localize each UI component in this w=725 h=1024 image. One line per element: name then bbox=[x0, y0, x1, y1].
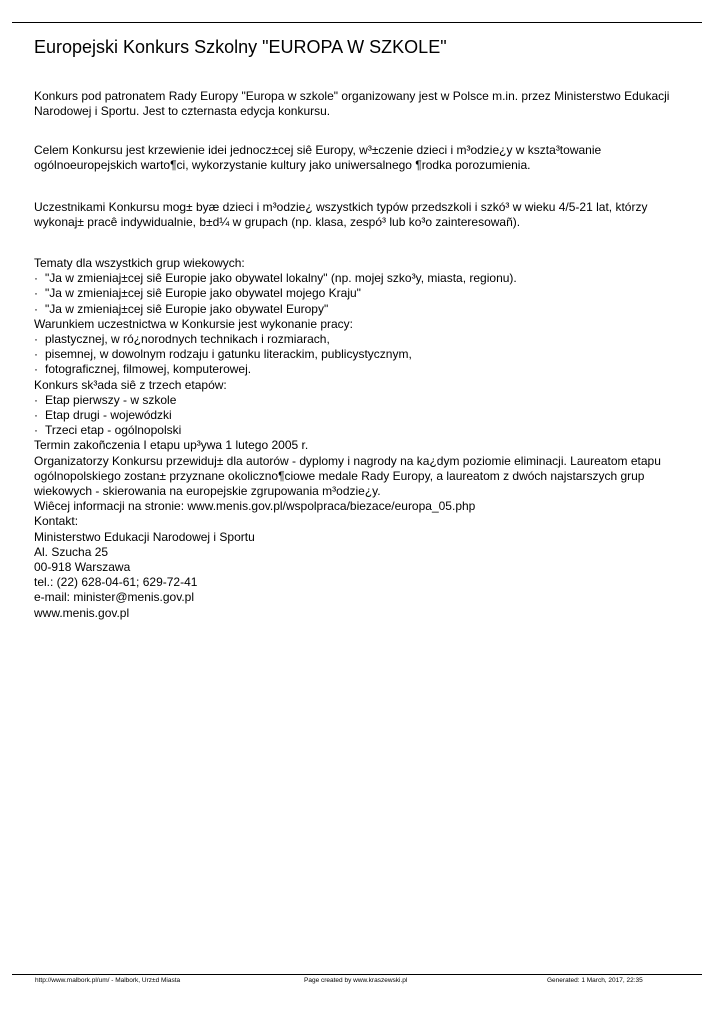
themes-heading: Tematy dla wszystkich grup wiekowych: bbox=[34, 256, 245, 270]
stage-item: · Etap pierwszy - w szkole bbox=[34, 392, 177, 407]
contact-organization: Ministerstwo Edukacji Narodowej i Sportu bbox=[34, 529, 255, 544]
page-title: Europejski Konkurs Szkolny "EUROPA W SZKOLE" bbox=[34, 37, 447, 57]
contact-email[interactable]: e-mail: minister@menis.gov.pl bbox=[34, 590, 195, 605]
bullet-icon: · bbox=[34, 271, 38, 286]
contact-phone: tel.: (22) 628-04-61; 629-72-41 bbox=[34, 575, 198, 590]
footer-source-url: http://www.malbork.pl/um/ - Malbork, Urz±d Miasta bbox=[35, 977, 181, 984]
bullet-icon: · bbox=[34, 362, 38, 377]
participants-paragraph: Uczestnikami Konkursu mog± byæ dzieci i m³odzie¿ wszystkich typów przedszkoli i szkó³ w wieku 4/5-21 lat, którzy wykonaj± pracê indywidualnie, b±d¼ w grupach (np. klasa, zespó³ lub ko³o zainteresowañ). bbox=[34, 200, 648, 229]
theme-item: · "Ja w zmieniaj±cej siê Europie jako obywatel lokalny" (np. mojej szko³y, miasta, regionu). bbox=[34, 271, 517, 286]
stage-item: · Trzeci etap - ogólnopolski bbox=[34, 423, 182, 438]
condition-item: · fotograficznej, filmowej, komputerowej. bbox=[34, 362, 252, 377]
awards-text: Organizatorzy Konkursu przewiduj± dla autorów - dyplomy i nagrody na ka¿dym poziomie eliminacji. Laureatom etapu ogólnopolskiego zostan± przyznane okoliczno¶ciowe medale Rady Europy, a laureatom z dwóch najstarszych grup wiekowych - skierowania na europejskie zgrupowania m³odzie¿y. bbox=[34, 453, 661, 499]
bullet-icon: · bbox=[34, 301, 38, 316]
bullet-icon: · bbox=[34, 423, 38, 438]
footer-divider bbox=[12, 974, 702, 975]
article-body bbox=[34, 256, 694, 621]
theme-item: · "Ja w zmieniaj±cej siê Europie jako obywatel mojego Kraju" bbox=[34, 286, 361, 301]
condition-item: · pisemnej, w dowolnym rodzaju i gatunku literackim, publicystycznym, bbox=[34, 347, 412, 362]
bullet-icon: · bbox=[34, 392, 38, 407]
stages-heading: Konkurs sk³ada siê z trzech etapów: bbox=[34, 377, 227, 392]
bullet-icon: · bbox=[34, 332, 38, 347]
deadline-text: Termin zakoñczenia I etapu up³ywa 1 lutego 2005 r. bbox=[34, 438, 309, 453]
theme-item: · "Ja w zmieniaj±cej siê Europie jako obywatel Europy" bbox=[34, 301, 329, 316]
contact-heading: Kontakt: bbox=[34, 514, 79, 529]
contact-street: Al. Szucha 25 bbox=[34, 544, 109, 559]
footer-generated-date: Generated: 1 March, 2017, 22:35 bbox=[547, 977, 643, 984]
footer-credit: Page created by www.kraszewski.pl bbox=[304, 977, 408, 984]
contact-city: 00-918 Warszawa bbox=[34, 560, 131, 575]
header-divider bbox=[12, 22, 702, 23]
bullet-icon: · bbox=[34, 286, 38, 301]
contact-website[interactable]: www.menis.gov.pl bbox=[34, 605, 130, 620]
conditions-heading: Warunkiem uczestnictwa w Konkursie jest wykonanie pracy: bbox=[34, 316, 354, 331]
bullet-icon: · bbox=[34, 347, 38, 362]
intro-paragraph: Konkurs pod patronatem Rady Europy "Europa w szkole" organizowany jest w Polsce m.in. przez Ministerstwo Edukacji Narodowej i Sportu. Jest to czternasta edycja konkursu. bbox=[34, 89, 670, 118]
more-info-link[interactable]: Wiêcej informacji na stronie: www.menis.gov.pl/wspolpraca/biezace/europa_05.php bbox=[34, 499, 476, 514]
goal-paragraph: Celem Konkursu jest krzewienie idei jednocz±cej siê Europy, w³±czenie dzieci i m³odzie¿y w kszta³towanie ogólnoeuropejskich warto¶ci, wykorzystanie kultury jako uniwersalnego ¶rodka porozumienia. bbox=[34, 143, 602, 172]
stage-item: · Etap drugi - wojewódzki bbox=[34, 408, 172, 423]
bullet-icon: · bbox=[34, 408, 38, 423]
condition-item: · plastycznej, w ró¿norodnych technikach i rozmiarach, bbox=[34, 332, 330, 347]
